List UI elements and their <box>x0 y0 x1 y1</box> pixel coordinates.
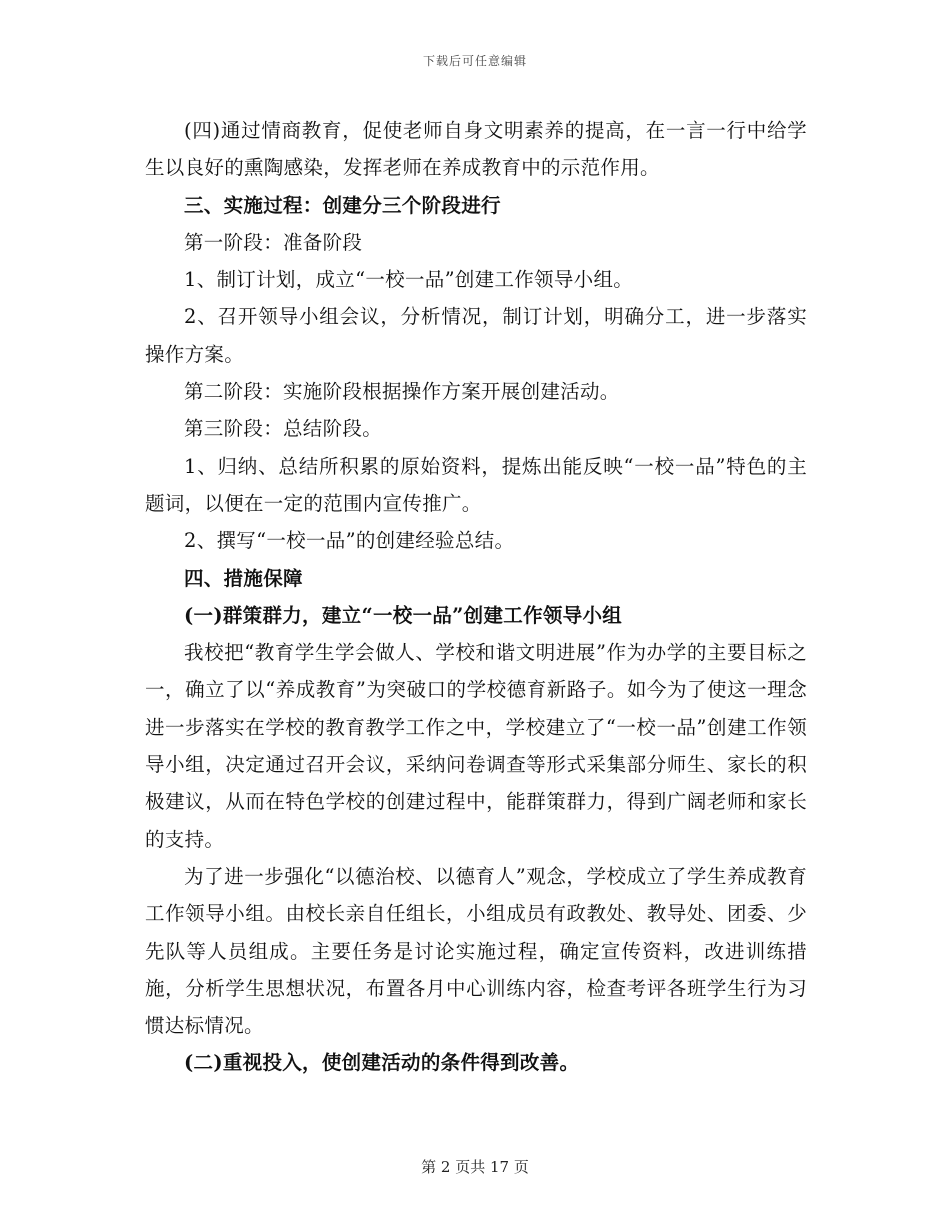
paragraph: 2、召开领导小组会议，分析情况，制订计划，明确分工，进一步落实操作方案。 <box>145 305 807 366</box>
paragraph: 1、归纳、总结所积累的原始资料，提炼出能反映“一校一品”特色的主题词，以便在一定的范围内宣传推广。 <box>145 454 807 515</box>
paragraph: 我校把“教育学生学会做人、学校和谐文明进展”作为办学的主要目标之一，确立了以“养成教育”为突破口的学校德育新路子。如今为了使这一理念进一步落实在学校的教育教学工作之中，学校建立了“一校一品”创建工作领导小组，决定通过召开会议，采纳问卷调查等形式采集部分师生、家长的积极建议，从而在特色学校的创建过程中，能群策群力，得到广阔老师和家长的支持。 <box>145 641 807 851</box>
page-footer: 第 2 页共 17 页 <box>421 1158 529 1176</box>
document-body <box>145 112 807 1082</box>
paragraph: 第一阶段：准备阶段 <box>184 230 363 254</box>
subsection-heading: (一)群策群力，建立“一校一品”创建工作领导小组 <box>184 603 623 627</box>
paragraph: 为了进一步强化“以德治校、以德育人”观念，学校成立了学生养成教育工作领导小组。由校长亲自任组长，小组成员有政教处、教导处、团委、少先队等人员组成。主要任务是讨论实施过程，确定宣传资料，改进训练措施，分析学生思想状况，布置各月中心训练内容，检查考评各班学生行为习惯达标情况。 <box>145 864 807 1038</box>
paragraph: (四)通过情商教育，促使老师自身文明素养的提高，在一言一行中给学生以良好的熏陶感染，发挥老师在养成教育中的示范作用。 <box>145 119 807 180</box>
paragraph: 1、制订计划，成立“一校一品”创建工作领导小组。 <box>184 268 634 292</box>
paragraph: 第二阶段：实施阶段根据操作方案开展创建活动。 <box>184 380 620 404</box>
paragraph: 第三阶段：总结阶段。 <box>184 417 383 441</box>
section-heading: 四、措施保障 <box>184 566 303 590</box>
page-header: 下载后可任意编辑 <box>422 54 527 68</box>
subsection-heading: (二)重视投入，使创建活动的条件得到改善。 <box>184 1051 580 1075</box>
section-heading: 三、实施过程：创建分三个阶段进行 <box>184 193 501 217</box>
paragraph: 2、撰写“一校一品”的创建经验总结。 <box>184 529 515 553</box>
